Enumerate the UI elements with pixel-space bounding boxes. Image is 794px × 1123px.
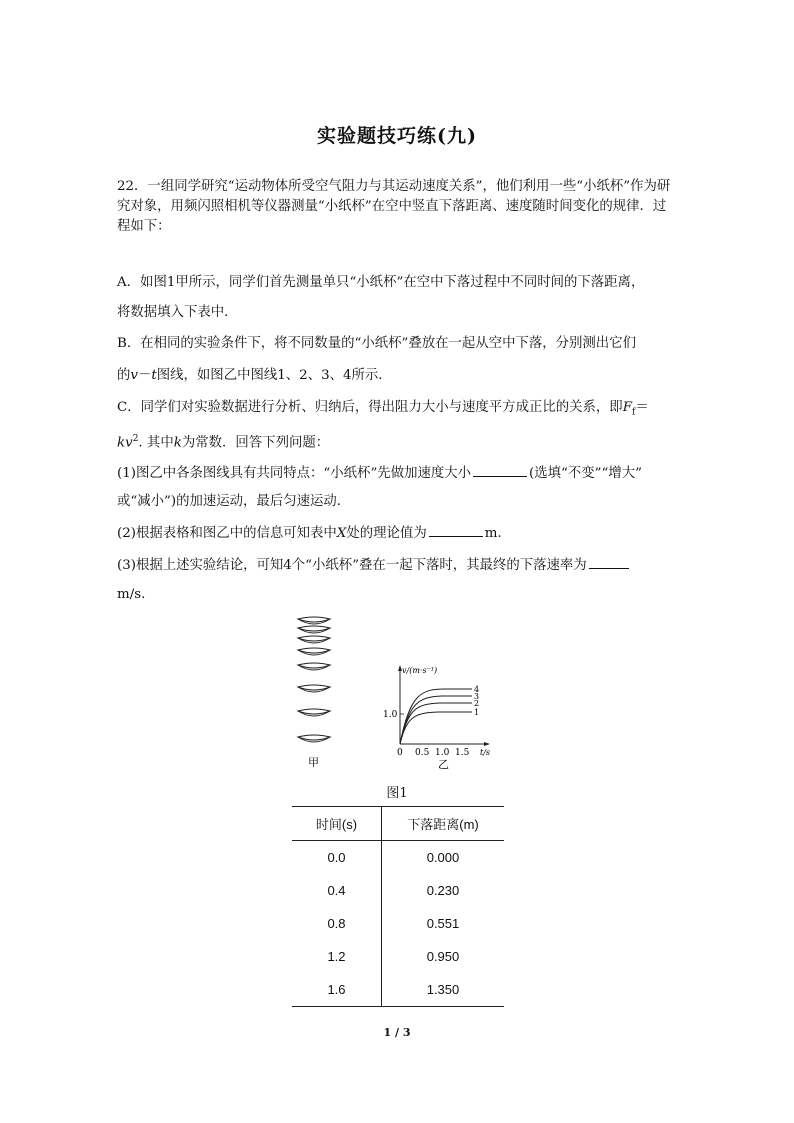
cell-distance: 0.950 (426, 949, 460, 964)
cell-time: 0.8 (292, 907, 382, 940)
cell-distance: 1.350 (382, 973, 505, 1007)
x-tick-1.0: 1.0 (435, 748, 450, 758)
q2-unit: m. (484, 526, 502, 541)
step-c-line1 (117, 398, 649, 423)
q1-pre: (1)图乙中各条图线具有共同特点：“小纸杯”先做加速度大小 (117, 466, 472, 481)
answer-blank-1[interactable] (473, 463, 527, 477)
figure-caption: 图1 (386, 786, 408, 801)
step-c-pre: C．同学们对实验数据进行分析、归纳后，得出阻力大小与速度平方成正比的关系，即 (117, 400, 623, 415)
equals: ＝ (635, 400, 649, 415)
y-tick-1.0: 1.0 (383, 710, 398, 720)
figure-1 (290, 615, 510, 775)
curve-label-3: 3 (474, 692, 480, 701)
curve-2 (400, 703, 472, 744)
question-intro: 22．一组同学研究“运动物体所受空气阻力与其运动速度关系”，他们利用一些“小纸杯”作为研究对象，用频闪照相机等仪器测量“小纸杯”在空中竖直下落距离、速度随时间变化的规律．过程如下： (117, 179, 671, 234)
var-v: v (130, 368, 138, 383)
cell-distance: 0.230 (426, 883, 460, 898)
answer-blank-2[interactable] (429, 523, 483, 537)
x-axis-arrow (484, 742, 490, 746)
label-yi: 乙 (438, 758, 449, 771)
table-row (292, 841, 504, 875)
curve-label-4: 4 (474, 685, 480, 694)
sub-question-1-line1 (117, 463, 642, 484)
curve-label-2: 2 (474, 699, 480, 708)
step-a-line2: 将数据填入下表中． (117, 305, 238, 320)
page-title: 实验题技巧练(九) (317, 125, 477, 147)
var-kv: kv (117, 435, 133, 451)
header-distance: 下落距离(m) (382, 807, 505, 841)
q2-pre: (2)根据表格和图乙中的信息可知表中 (117, 526, 337, 541)
label-jia: 甲 (308, 756, 319, 769)
curve-4 (400, 689, 472, 744)
step-c-mid: . 其中 (138, 435, 174, 451)
q2-mid: 处的理论值为 (346, 526, 427, 541)
sub-question-1-line2: 或“减小”)的加速运动，最后匀速运动． (117, 494, 351, 509)
sub-f: f (632, 407, 636, 418)
header-time: 时间(s) (292, 807, 382, 841)
cell-distance: 0.551 (426, 916, 460, 931)
var-k: k (173, 435, 182, 451)
cell-time: 1.2 (292, 940, 382, 973)
strobe-paper-cups-illustration (298, 617, 330, 742)
cell-time: 0.4 (292, 874, 382, 907)
step-b-post: 图线，如图乙中图线1、2、3、4所示． (156, 368, 392, 383)
step-a-line1: A．如图1甲所示，同学们首先测量单只“小纸杯”在空中下落过程中不同时间的下落距离， (117, 275, 645, 290)
sub-question-3-line1 (117, 555, 631, 576)
q3-text: (3)根据上述实验结论，可知4个“小纸杯”叠在一起下落时，其最终的下落速率为 (117, 558, 587, 573)
table-header-row (292, 807, 504, 841)
x-tick-0: 0 (397, 748, 403, 758)
data-table (292, 806, 504, 1007)
var-F: F (622, 400, 632, 415)
sub-question-2 (117, 523, 502, 544)
table-row (292, 973, 504, 1007)
x-tick-1.5: 1.5 (455, 748, 470, 758)
answer-blank-3[interactable] (589, 555, 629, 569)
vt-graph (383, 665, 490, 758)
dash: － (137, 368, 152, 383)
sub-question-3-line2: m/s. (117, 587, 146, 602)
y-axis-label: v/(m·s⁻¹) (402, 666, 438, 675)
cell-time: 1.6 (292, 973, 382, 1007)
curve-1 (400, 712, 472, 744)
var-t: t (151, 368, 157, 383)
q1-post: (选填“不变”“增大” (529, 466, 642, 481)
x-tick-0.5: 0.5 (415, 748, 430, 758)
var-X: X (336, 526, 347, 541)
x-axis-label: t/s (480, 748, 491, 757)
step-c-line2 (117, 429, 329, 453)
step-b-pre: 的 (117, 368, 131, 383)
cell-distance: 0.000 (426, 850, 460, 865)
step-b-line1: B．在相同的实验条件下，将不同数量的“小纸杯”叠放在一起从空中下落，分别测出它们 (117, 336, 636, 351)
table-row (292, 907, 504, 940)
curve-label-1: 1 (474, 708, 480, 717)
table-row (292, 874, 504, 907)
step-c-post: 为常数．回答下列问题： (181, 435, 330, 451)
sup-2: 2 (132, 434, 139, 444)
step-b-line2 (117, 366, 392, 386)
page-number: 1 / 3 (383, 1026, 411, 1039)
cell-time: 0.0 (292, 841, 382, 875)
table-row (292, 940, 504, 973)
